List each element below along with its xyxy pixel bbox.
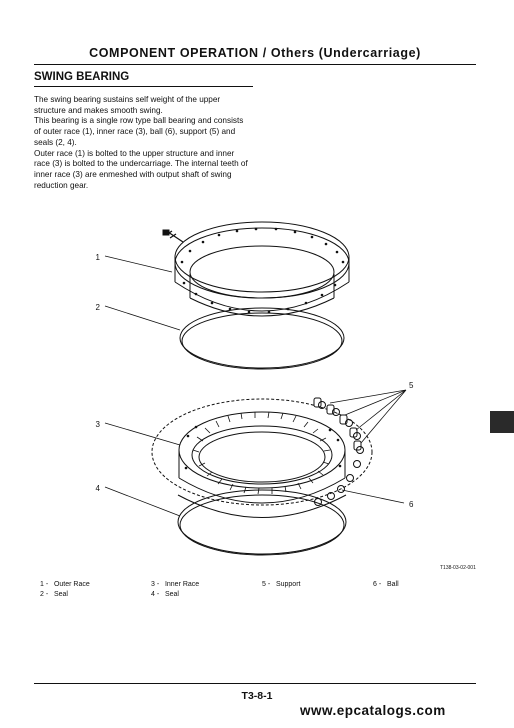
paragraph-1: The swing bearing sustains self weight of the upper structure and makes smooth swing. [34,95,221,115]
figure-code: T138-03-02-001 [440,565,476,571]
paragraph-3: Outer race (1) is bolted to the upper structure and inner race (3) is bolted to the undercarriage. The internal teeth of inner race (3) are enmeshed with output shaft of swing reduction gear. [34,148,248,190]
callout-5: 5 [409,381,414,390]
legend-item: 2 - Seal [40,590,68,598]
legend-col-2 [151,580,199,599]
upper-seal-drawing [180,308,344,369]
watermark: www.epcatalogs.com [300,703,446,718]
callout-4: 4 [95,484,100,493]
legend-item: 4 - Seal [151,590,179,598]
leader-lines [105,256,406,516]
legend-col-4 [373,580,399,590]
paragraph-2: This bearing is a single row type ball bearing and consists of outer race (1), inner race (3), ball (6), support (5) and seals (2, 4). [34,116,244,147]
legend-item: 3 - Inner Race [151,581,200,588]
footer-rule [34,683,476,684]
legend-col-3 [262,580,300,590]
callout-6: 6 [409,500,414,509]
legend-item: 1 - Outer Race [40,581,90,588]
legend-col-1 [40,580,90,599]
legend-item: 5 - Support [262,581,301,588]
page-number: T3-8-1 [241,690,273,702]
outer-race-drawing [163,222,349,316]
section-title: SWING BEARING [34,71,130,83]
supports-and-balls-drawing [314,398,364,506]
callout-1: 1 [95,253,100,262]
callout-3: 3 [95,420,100,429]
inner-race-drawing [152,399,372,505]
page-header-title: COMPONENT OPERATION / Others (Undercarriage) [89,46,421,60]
callout-2: 2 [95,303,100,312]
legend-item: 6 - Ball [373,581,399,588]
